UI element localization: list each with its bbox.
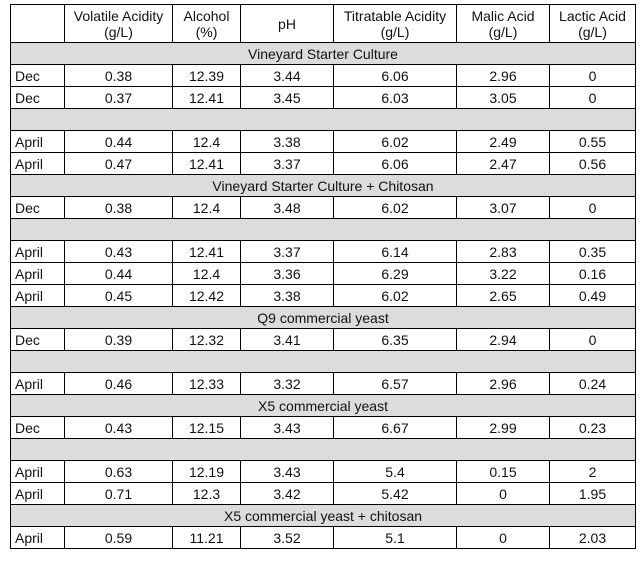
alcohol-cell: 12.15 [173,417,241,439]
malic-acid-cell: 0 [457,483,550,505]
ph-cell: 3.45 [241,87,334,109]
ph-cell: 3.38 [241,131,334,153]
spacer-cell [11,439,636,461]
volatile-acidity-cell: 0.43 [65,417,173,439]
malic-acid-cell: 0 [457,527,550,549]
table-row [11,263,636,285]
header-blank [11,5,65,43]
section-header-row [11,307,636,329]
ph-cell: 3.43 [241,417,334,439]
ph-cell: 3.48 [241,197,334,219]
malic-acid-cell: 2.49 [457,131,550,153]
volatile-acidity-cell: 0.39 [65,329,173,351]
volatile-acidity-cell: 0.46 [65,373,173,395]
ph-cell: 3.43 [241,461,334,483]
section-label: X5 commercial yeast + chitosan [11,505,636,527]
table-row [11,87,636,109]
section-label: Q9 commercial yeast [11,307,636,329]
titratable-acidity-cell: 6.67 [334,417,457,439]
lactic-acid-cell: 0.49 [550,285,636,307]
alcohol-cell: 12.41 [173,241,241,263]
table-row [11,329,636,351]
titratable-acidity-cell: 6.35 [334,329,457,351]
lactic-acid-cell: 0.56 [550,153,636,175]
titratable-acidity-cell: 6.02 [334,197,457,219]
section-header-row [11,505,636,527]
table-row [11,131,636,153]
table-row [11,461,636,483]
volatile-acidity-cell: 0.47 [65,153,173,175]
table-body [11,43,636,549]
titratable-acidity-cell: 6.06 [334,65,457,87]
spacer-row [11,351,636,373]
volatile-acidity-cell: 0.44 [65,131,173,153]
titratable-acidity-cell: 6.06 [334,153,457,175]
section-header-row [11,43,636,65]
spacer-row [11,439,636,461]
month-cell: Dec [11,87,65,109]
volatile-acidity-cell: 0.63 [65,461,173,483]
volatile-acidity-cell: 0.38 [65,197,173,219]
month-cell: April [11,263,65,285]
alcohol-cell: 12.4 [173,131,241,153]
section-header-row [11,395,636,417]
malic-acid-cell: 2.83 [457,241,550,263]
malic-acid-cell: 2.96 [457,65,550,87]
section-label: X5 commercial yeast [11,395,636,417]
header-malic-acid: Malic Acid (g/L) [457,5,550,43]
lactic-acid-cell: 0.35 [550,241,636,263]
ph-cell: 3.42 [241,483,334,505]
month-cell: April [11,131,65,153]
wine-analysis-table [10,4,636,549]
header-ph: pH [241,5,334,43]
spacer-cell [11,109,636,131]
malic-acid-cell: 3.05 [457,87,550,109]
spacer-row [11,109,636,131]
section-label: Vineyard Starter Culture + Chitosan [11,175,636,197]
month-cell: April [11,373,65,395]
malic-acid-cell: 2.65 [457,285,550,307]
lactic-acid-cell: 0 [550,197,636,219]
titratable-acidity-cell: 6.03 [334,87,457,109]
spacer-cell [11,219,636,241]
section-label: Vineyard Starter Culture [11,43,636,65]
alcohol-cell: 12.41 [173,87,241,109]
lactic-acid-cell: 0.23 [550,417,636,439]
header-alcohol: Alcohol (%) [173,5,241,43]
alcohol-cell: 12.19 [173,461,241,483]
header-volatile-acidity: Volatile Acidity (g/L) [65,5,173,43]
spacer-cell [11,351,636,373]
malic-acid-cell: 2.96 [457,373,550,395]
titratable-acidity-cell: 5.4 [334,461,457,483]
table-row [11,197,636,219]
ph-cell: 3.37 [241,153,334,175]
alcohol-cell: 12.4 [173,263,241,285]
month-cell: April [11,285,65,307]
malic-acid-cell: 2.94 [457,329,550,351]
malic-acid-cell: 2.99 [457,417,550,439]
month-cell: April [11,527,65,549]
lactic-acid-cell: 0 [550,65,636,87]
table-row [11,373,636,395]
month-cell: April [11,241,65,263]
table-row [11,285,636,307]
lactic-acid-cell: 0 [550,87,636,109]
titratable-acidity-cell: 6.29 [334,263,457,285]
volatile-acidity-cell: 0.59 [65,527,173,549]
alcohol-cell: 12.32 [173,329,241,351]
ph-cell: 3.52 [241,527,334,549]
table-row [11,527,636,549]
lactic-acid-cell: 2.03 [550,527,636,549]
volatile-acidity-cell: 0.43 [65,241,173,263]
alcohol-cell: 12.33 [173,373,241,395]
table-row [11,153,636,175]
volatile-acidity-cell: 0.37 [65,87,173,109]
volatile-acidity-cell: 0.71 [65,483,173,505]
alcohol-cell: 12.39 [173,65,241,87]
alcohol-cell: 12.41 [173,153,241,175]
spacer-row [11,219,636,241]
lactic-acid-cell: 1.95 [550,483,636,505]
malic-acid-cell: 3.07 [457,197,550,219]
ph-cell: 3.37 [241,241,334,263]
ph-cell: 3.32 [241,373,334,395]
month-cell: Dec [11,65,65,87]
malic-acid-cell: 2.47 [457,153,550,175]
header-row [11,5,636,43]
month-cell: Dec [11,417,65,439]
lactic-acid-cell: 0.55 [550,131,636,153]
alcohol-cell: 12.4 [173,197,241,219]
month-cell: April [11,483,65,505]
titratable-acidity-cell: 6.57 [334,373,457,395]
lactic-acid-cell: 0 [550,329,636,351]
titratable-acidity-cell: 6.02 [334,131,457,153]
table-row [11,417,636,439]
table-row [11,241,636,263]
titratable-acidity-cell: 6.14 [334,241,457,263]
ph-cell: 3.38 [241,285,334,307]
ph-cell: 3.41 [241,329,334,351]
header-lactic-acid: Lactic Acid (g/L) [550,5,636,43]
volatile-acidity-cell: 0.45 [65,285,173,307]
volatile-acidity-cell: 0.38 [65,65,173,87]
month-cell: Dec [11,329,65,351]
ph-cell: 3.36 [241,263,334,285]
month-cell: Dec [11,197,65,219]
lactic-acid-cell: 0.16 [550,263,636,285]
malic-acid-cell: 0.15 [457,461,550,483]
volatile-acidity-cell: 0.44 [65,263,173,285]
section-header-row [11,175,636,197]
lactic-acid-cell: 0.24 [550,373,636,395]
table-row [11,483,636,505]
table-row [11,65,636,87]
lactic-acid-cell: 2 [550,461,636,483]
titratable-acidity-cell: 5.1 [334,527,457,549]
header-titratable-acidity: Titratable Acidity (g/L) [334,5,457,43]
alcohol-cell: 11.21 [173,527,241,549]
month-cell: April [11,461,65,483]
malic-acid-cell: 3.22 [457,263,550,285]
month-cell: April [11,153,65,175]
alcohol-cell: 12.3 [173,483,241,505]
titratable-acidity-cell: 5.42 [334,483,457,505]
alcohol-cell: 12.42 [173,285,241,307]
titratable-acidity-cell: 6.02 [334,285,457,307]
ph-cell: 3.44 [241,65,334,87]
